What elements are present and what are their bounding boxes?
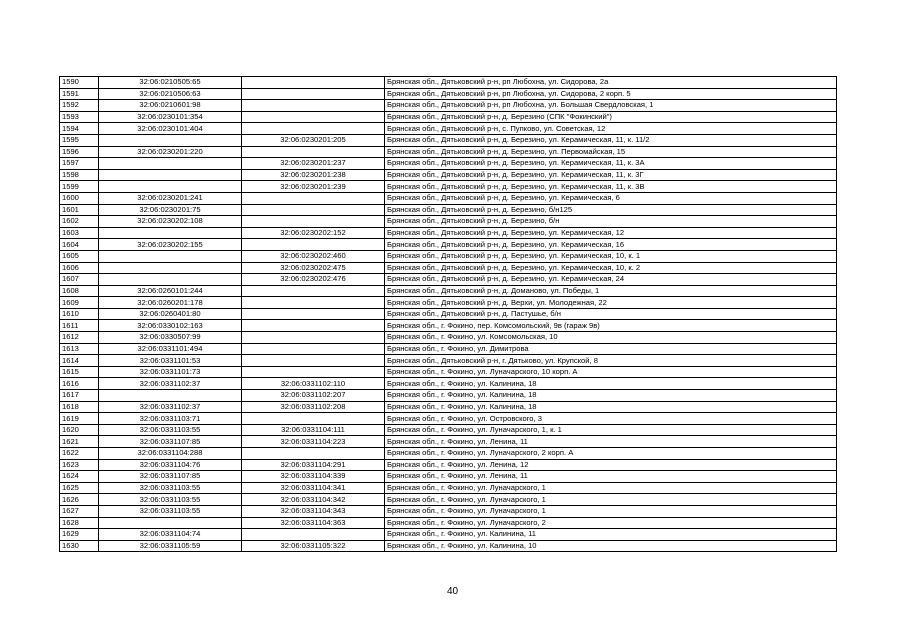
table-row — [60, 158, 837, 170]
row-number-cell: 1618 — [60, 401, 99, 413]
building-cadastral-number-cell — [242, 529, 385, 541]
building-cadastral-number-cell — [242, 216, 385, 228]
address-cell: Брянская обл., Дятьковский р-н, д. Березино, ул. Керамическая, 24 — [385, 274, 837, 286]
cadastral-number-cell: 32:06:0230201:220 — [99, 146, 242, 158]
row-number-cell: 1598 — [60, 169, 99, 181]
address-cell: Брянская обл., г. Фокино, ул. Калинина, 18 — [385, 390, 837, 402]
row-number-cell: 1608 — [60, 285, 99, 297]
building-cadastral-number-cell — [242, 146, 385, 158]
building-cadastral-number-cell: 32:06:0230202:476 — [242, 274, 385, 286]
building-cadastral-number-cell: 32:06:0331104:223 — [242, 436, 385, 448]
row-number-cell: 1609 — [60, 297, 99, 309]
row-number-cell: 1592 — [60, 100, 99, 112]
building-cadastral-number-cell — [242, 448, 385, 460]
table-row — [60, 169, 837, 181]
cadastral-number-cell: 32:06:0260401:80 — [99, 308, 242, 320]
address-cell: Брянская обл., Дятьковский р-н, с. Пупково, ул. Советская, 12 — [385, 123, 837, 135]
address-cell: Брянская обл., Дятьковский р-н, д. Березино, ул. Керамическая, 11, к. 3А — [385, 158, 837, 170]
building-cadastral-number-cell — [242, 320, 385, 332]
building-cadastral-number-cell: 32:06:0331104:291 — [242, 459, 385, 471]
address-cell: Брянская обл., г. Фокино, ул. Ленина, 11 — [385, 436, 837, 448]
cadastral-number-cell: 32:06:0230201:75 — [99, 204, 242, 216]
row-number-cell: 1619 — [60, 413, 99, 425]
cadastral-number-cell: 32:06:0230101:404 — [99, 123, 242, 135]
cadastral-number-cell: 32:06:0331103:55 — [99, 424, 242, 436]
address-cell: Брянская обл., г. Фокино, ул. Комсомольская, 10 — [385, 332, 837, 344]
table-row — [60, 413, 837, 425]
cadastral-number-cell: 32:06:0331102:37 — [99, 401, 242, 413]
row-number-cell: 1606 — [60, 262, 99, 274]
row-number-cell: 1617 — [60, 390, 99, 402]
table-row — [60, 216, 837, 228]
row-number-cell: 1590 — [60, 77, 99, 89]
cadastral-number-cell: 32:06:0331103:55 — [99, 482, 242, 494]
building-cadastral-number-cell — [242, 308, 385, 320]
building-cadastral-number-cell — [242, 285, 385, 297]
table-row — [60, 181, 837, 193]
table-row — [60, 88, 837, 100]
cadastral-number-cell: 32:06:0210506:63 — [99, 88, 242, 100]
cadastral-number-cell — [99, 250, 242, 262]
address-cell: Брянская обл., г. Фокино, ул. Островского, 3 — [385, 413, 837, 425]
cadastral-number-cell: 32:06:0331102:37 — [99, 378, 242, 390]
row-number-cell: 1614 — [60, 355, 99, 367]
row-number-cell: 1600 — [60, 192, 99, 204]
row-number-cell: 1620 — [60, 424, 99, 436]
cadastral-number-cell — [99, 134, 242, 146]
table-row — [60, 332, 837, 344]
table-row — [60, 540, 837, 552]
address-cell: Брянская обл., Дятьковский р-н, д. Березино, ул. Керамическая, 16 — [385, 239, 837, 251]
row-number-cell: 1594 — [60, 123, 99, 135]
table-row — [60, 77, 837, 89]
building-cadastral-number-cell: 32:06:0331104:111 — [242, 424, 385, 436]
table-row — [60, 146, 837, 158]
cadastral-number-cell: 32:06:0331107:85 — [99, 436, 242, 448]
page-number: 40 — [446, 586, 459, 597]
address-cell: Брянская обл., г. Фокино, ул. Луначарского, 1 — [385, 482, 837, 494]
cadastral-number-cell: 32:06:0331101:73 — [99, 366, 242, 378]
table-row — [60, 366, 837, 378]
address-cell: Брянская обл., Дятьковский р-н, д. Березино, ул. Керамическая, 10, к. 2 — [385, 262, 837, 274]
table-row — [60, 378, 837, 390]
building-cadastral-number-cell: 32:06:0230202:460 — [242, 250, 385, 262]
cadastral-number-cell: 32:06:0330507:99 — [99, 332, 242, 344]
row-number-cell: 1628 — [60, 517, 99, 529]
row-number-cell: 1604 — [60, 239, 99, 251]
cadastral-number-cell: 32:06:0331103:71 — [99, 413, 242, 425]
address-cell: Брянская обл., г. Фокино, ул. Ленина, 11 — [385, 471, 837, 483]
table-row — [60, 494, 837, 506]
building-cadastral-number-cell: 32:06:0331104:342 — [242, 494, 385, 506]
address-cell: Брянская обл., г. Фокино, ул. Луначарского, 1 — [385, 494, 837, 506]
table-row — [60, 471, 837, 483]
address-cell: Брянская обл., Дятьковский р-н, д. Березино, ул. Керамическая, 11, к. 3Г — [385, 169, 837, 181]
address-cell: Брянская обл., г. Фокино, ул. Луначарского, 10 корп. А — [385, 366, 837, 378]
table-row — [60, 262, 837, 274]
row-number-cell: 1593 — [60, 111, 99, 123]
table-row — [60, 100, 837, 112]
address-cell: Брянская обл., г. Фокино, ул. Калинина, 10 — [385, 540, 837, 552]
table-row — [60, 111, 837, 123]
address-cell: Брянская обл., Дятьковский р-н, д. Доманово, ул. Победы, 1 — [385, 285, 837, 297]
row-number-cell: 1591 — [60, 88, 99, 100]
building-cadastral-number-cell — [242, 366, 385, 378]
building-cadastral-number-cell — [242, 239, 385, 251]
row-number-cell: 1625 — [60, 482, 99, 494]
address-cell: Брянская обл., Дятьковский р-н, д. Березино, ул. Керамическая, 12 — [385, 227, 837, 239]
row-number-cell: 1612 — [60, 332, 99, 344]
cadastral-number-cell — [99, 181, 242, 193]
cadastral-number-cell — [99, 390, 242, 402]
address-cell: Брянская обл., г. Фокино, ул. Луначарского, 2 — [385, 517, 837, 529]
building-cadastral-number-cell: 32:06:0331102:207 — [242, 390, 385, 402]
building-cadastral-number-cell: 32:06:0331104:343 — [242, 505, 385, 517]
building-cadastral-number-cell — [242, 123, 385, 135]
building-cadastral-number-cell: 32:06:0331105:322 — [242, 540, 385, 552]
cadastral-number-cell: 32:06:0331103:55 — [99, 494, 242, 506]
address-cell: Брянская обл., Дятьковский р-н, д. Верхи, ул. Молодежная, 22 — [385, 297, 837, 309]
cadastral-number-cell — [99, 158, 242, 170]
row-number-cell: 1601 — [60, 204, 99, 216]
row-number-cell: 1615 — [60, 366, 99, 378]
building-cadastral-number-cell: 32:06:0230201:237 — [242, 158, 385, 170]
cadastral-number-cell: 32:06:0331104:74 — [99, 529, 242, 541]
row-number-cell: 1630 — [60, 540, 99, 552]
row-number-cell: 1595 — [60, 134, 99, 146]
building-cadastral-number-cell: 32:06:0331104:363 — [242, 517, 385, 529]
cadastral-number-cell: 32:06:0331103:55 — [99, 505, 242, 517]
building-cadastral-number-cell: 32:06:0230201:238 — [242, 169, 385, 181]
cadastral-number-cell: 32:06:0331104:76 — [99, 459, 242, 471]
address-cell: Брянская обл., Дятьковский р-н, д. Березино, ул. Керамическая, 10, к. 1 — [385, 250, 837, 262]
building-cadastral-number-cell — [242, 88, 385, 100]
building-cadastral-number-cell — [242, 204, 385, 216]
row-number-cell: 1627 — [60, 505, 99, 517]
row-number-cell: 1626 — [60, 494, 99, 506]
table-row — [60, 285, 837, 297]
building-cadastral-number-cell: 32:06:0230202:152 — [242, 227, 385, 239]
address-cell: Брянская обл., Дятьковский р-н, рп Любохна, ул. Сидорова, 2 корп. 5 — [385, 88, 837, 100]
cadastral-number-cell — [99, 227, 242, 239]
building-cadastral-number-cell — [242, 332, 385, 344]
table-row — [60, 320, 837, 332]
building-cadastral-number-cell — [242, 111, 385, 123]
row-number-cell: 1616 — [60, 378, 99, 390]
building-cadastral-number-cell: 32:06:0331102:110 — [242, 378, 385, 390]
building-cadastral-number-cell — [242, 355, 385, 367]
address-cell: Брянская обл., г. Фокино, ул. Калинина, 11 — [385, 529, 837, 541]
cadastral-number-cell: 32:06:0331104:288 — [99, 448, 242, 460]
row-number-cell: 1602 — [60, 216, 99, 228]
row-number-cell: 1623 — [60, 459, 99, 471]
table-row — [60, 239, 837, 251]
row-number-cell: 1607 — [60, 274, 99, 286]
table-row — [60, 424, 837, 436]
cadastral-number-cell: 32:06:0210601:98 — [99, 100, 242, 112]
building-cadastral-number-cell: 32:06:0331104:341 — [242, 482, 385, 494]
cadastral-number-cell: 32:06:0260201:178 — [99, 297, 242, 309]
cadastral-number-cell: 32:06:0230201:241 — [99, 192, 242, 204]
row-number-cell: 1596 — [60, 146, 99, 158]
building-cadastral-number-cell — [242, 343, 385, 355]
cadastral-number-cell — [99, 517, 242, 529]
cadastral-number-cell: 32:06:0331107:85 — [99, 471, 242, 483]
cadastral-number-cell: 32:06:0230202:108 — [99, 216, 242, 228]
address-cell: Брянская обл., г. Фокино, ул. Луначарского, 1 — [385, 505, 837, 517]
table-row — [60, 517, 837, 529]
cadastral-number-cell: 32:06:0260101:244 — [99, 285, 242, 297]
address-cell: Брянская обл., Дятьковский р-н, д. Березино, ул. Первомайская, 15 — [385, 146, 837, 158]
table-row — [60, 529, 837, 541]
table-row — [60, 390, 837, 402]
cadastral-number-cell — [99, 274, 242, 286]
table-row — [60, 204, 837, 216]
address-cell: Брянская обл., Дятьковский р-н, рп Любохна, ул. Сидорова, 2а — [385, 77, 837, 89]
building-cadastral-number-cell: 32:06:0331102:208 — [242, 401, 385, 413]
table-row — [60, 448, 837, 460]
row-number-cell: 1621 — [60, 436, 99, 448]
cadastral-number-cell — [99, 262, 242, 274]
building-cadastral-number-cell — [242, 77, 385, 89]
address-cell: Брянская обл., Дятьковский р-н, д. Березино, ул. Керамическая, 6 — [385, 192, 837, 204]
row-number-cell: 1610 — [60, 308, 99, 320]
cadastral-number-cell: 32:06:0331105:59 — [99, 540, 242, 552]
property-registry-table — [59, 76, 837, 552]
building-cadastral-number-cell — [242, 297, 385, 309]
row-number-cell: 1624 — [60, 471, 99, 483]
address-cell: Брянская обл., Дятьковский р-н, д. Березино, ул. Керамическая, 11, к. 11/2 — [385, 134, 837, 146]
address-cell: Брянская обл., г. Фокино, ул. Луначарского, 2 корп. А — [385, 448, 837, 460]
row-number-cell: 1613 — [60, 343, 99, 355]
table-row — [60, 436, 837, 448]
row-number-cell: 1611 — [60, 320, 99, 332]
building-cadastral-number-cell — [242, 100, 385, 112]
cadastral-number-cell: 32:06:0230202:155 — [99, 239, 242, 251]
address-cell: Брянская обл., Дятьковский р-н, д. Березино (СПК "Фокинский") — [385, 111, 837, 123]
address-cell: Брянская обл., г. Фокино, ул. Калинина, 18 — [385, 401, 837, 413]
building-cadastral-number-cell: 32:06:0230201:239 — [242, 181, 385, 193]
address-cell: Брянская обл., Дятьковский р-н, д. Березино, б/н125 — [385, 204, 837, 216]
table-row — [60, 459, 837, 471]
table-row — [60, 250, 837, 262]
table-row — [60, 274, 837, 286]
table-row — [60, 401, 837, 413]
row-number-cell: 1597 — [60, 158, 99, 170]
table-row — [60, 297, 837, 309]
building-cadastral-number-cell: 32:06:0331104:339 — [242, 471, 385, 483]
row-number-cell: 1629 — [60, 529, 99, 541]
table-row — [60, 505, 837, 517]
table-body — [60, 77, 837, 552]
cadastral-number-cell: 32:06:0331101:53 — [99, 355, 242, 367]
cadastral-number-cell: 32:06:0330102:163 — [99, 320, 242, 332]
address-cell: Брянская обл., г. Фокино, ул. Ленина, 12 — [385, 459, 837, 471]
table-row — [60, 134, 837, 146]
table-row — [60, 123, 837, 135]
address-cell: Брянская обл., г. Фокино, ул. Луначарского, 1, к. 1 — [385, 424, 837, 436]
building-cadastral-number-cell — [242, 192, 385, 204]
row-number-cell: 1599 — [60, 181, 99, 193]
table-row — [60, 192, 837, 204]
table-row — [60, 308, 837, 320]
cadastral-number-cell: 32:06:0230101:354 — [99, 111, 242, 123]
table-row — [60, 482, 837, 494]
table-row — [60, 343, 837, 355]
address-cell: Брянская обл., Дятьковский р-н, г. Дятьково, ул. Крупской, 8 — [385, 355, 837, 367]
building-cadastral-number-cell — [242, 413, 385, 425]
cadastral-number-cell: 32:06:0331101:494 — [99, 343, 242, 355]
building-cadastral-number-cell: 32:06:0230202:475 — [242, 262, 385, 274]
building-cadastral-number-cell: 32:06:0230201:205 — [242, 134, 385, 146]
cadastral-number-cell: 32:06:0210505:65 — [99, 77, 242, 89]
address-cell: Брянская обл., г. Фокино, пер. Комсомольский, 9в (гараж 9в) — [385, 320, 837, 332]
address-cell: Брянская обл., г. Фокино, ул. Калинина, 18 — [385, 378, 837, 390]
address-cell: Брянская обл., г. Фокино, ул. Димитрова — [385, 343, 837, 355]
address-cell: Брянская обл., Дятьковский р-н, д. Пастушье, б/н — [385, 308, 837, 320]
cadastral-number-cell — [99, 169, 242, 181]
row-number-cell: 1622 — [60, 448, 99, 460]
address-cell: Брянская обл., Дятьковский р-н, рп Любохна, ул. Большая Свердловская, 1 — [385, 100, 837, 112]
table-row — [60, 227, 837, 239]
address-cell: Брянская обл., Дятьковский р-н, д. Березино, ул. Керамическая, 11, к. 3В — [385, 181, 837, 193]
row-number-cell: 1605 — [60, 250, 99, 262]
address-cell: Брянская обл., Дятьковский р-н, д. Березино, б/н — [385, 216, 837, 228]
table-row — [60, 355, 837, 367]
row-number-cell: 1603 — [60, 227, 99, 239]
